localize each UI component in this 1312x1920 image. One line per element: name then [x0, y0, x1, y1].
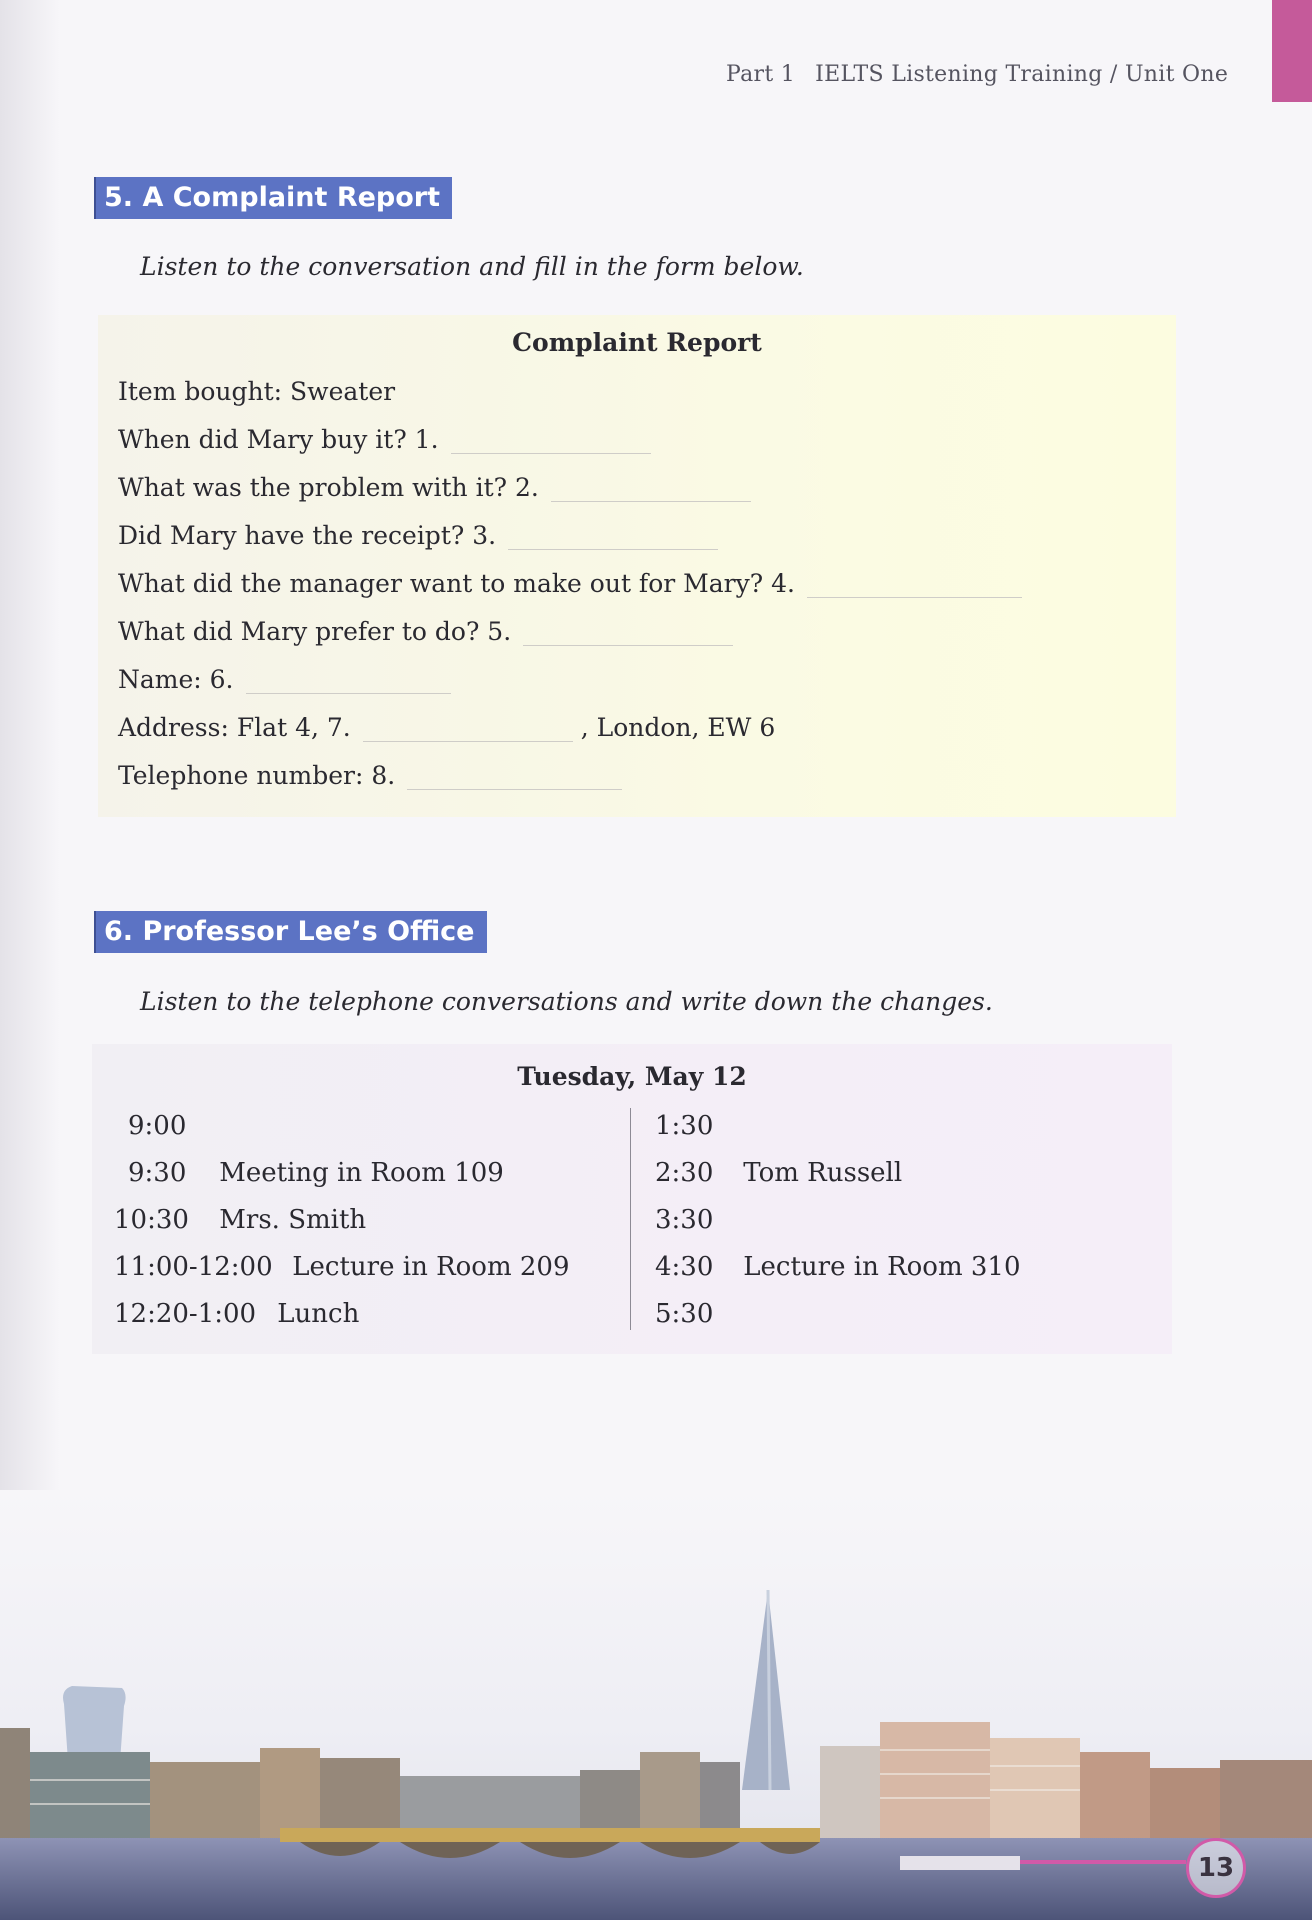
form-line-text: What was the problem with it? 2.: [118, 473, 539, 502]
schedule-event: Lecture in Room 310: [743, 1252, 1021, 1282]
form-title: Complaint Report: [512, 328, 762, 357]
schedule-time: 10:30: [114, 1205, 189, 1235]
form-line-text: Telephone number: 8.: [118, 761, 396, 790]
answer-blank-3[interactable]: [508, 525, 718, 550]
form-line-5: [118, 617, 733, 646]
schedule-time: 2:30: [655, 1158, 714, 1188]
schedule-title: Tuesday, May 12: [517, 1062, 747, 1091]
section-5-heading: 5. A Complaint Report: [94, 177, 452, 219]
schedule-time: 9:30: [128, 1158, 187, 1188]
form-line-4: [118, 569, 1022, 598]
schedule-event: Mrs. Smith: [219, 1205, 367, 1235]
schedule-row: [128, 1158, 504, 1188]
form-line-text: Name: 6.: [118, 665, 234, 694]
schedule-row: [114, 1299, 359, 1329]
form-line-8: [118, 761, 622, 790]
form-line-item-bought: [118, 377, 395, 406]
answer-blank-7[interactable]: [363, 717, 573, 742]
schedule-row: [655, 1111, 713, 1141]
form-line-text: What did Mary prefer to do? 5.: [118, 617, 512, 646]
schedule-row: [655, 1299, 713, 1329]
section-6-instruction: Listen to the telephone conversations and write down the changes.: [140, 987, 993, 1016]
form-line-1: [118, 425, 651, 454]
schedule-row: [114, 1252, 570, 1282]
form-line-text: Item bought: Sweater: [118, 377, 396, 406]
boat: [900, 1856, 1020, 1870]
schedule-event: Lecture in Room 209: [292, 1252, 570, 1282]
section-5-instruction: Listen to the conversation and fill in the form below.: [140, 252, 804, 281]
answer-blank-2[interactable]: [551, 477, 751, 502]
schedule-time: 3:30: [655, 1205, 714, 1235]
section-6-heading: 6. Professor Lee’s Office: [94, 911, 487, 953]
schedule-row: [655, 1252, 1021, 1282]
form-line-2: [118, 473, 751, 502]
schedule-time: 4:30: [655, 1252, 714, 1282]
form-line-text: Address: Flat 4, 7.: [118, 713, 351, 742]
answer-blank-4[interactable]: [807, 573, 1022, 598]
form-line-suffix: , London, EW 6: [580, 713, 776, 742]
schedule-row: [655, 1205, 713, 1235]
answer-blank-1[interactable]: [451, 429, 651, 454]
form-line-text: Did Mary have the receipt? 3.: [118, 521, 497, 550]
running-head-title: IELTS Listening Training / Unit One: [815, 62, 1229, 87]
form-line-text: When did Mary buy it? 1.: [118, 425, 439, 454]
form-line-7: [118, 713, 775, 742]
chapter-tab-marker: [1272, 0, 1312, 102]
bridge: [280, 1828, 820, 1842]
schedule-time: 5:30: [655, 1299, 714, 1329]
form-line-3: [118, 521, 718, 550]
schedule-row: [128, 1111, 186, 1141]
schedule-time: 12:20-1:00: [114, 1299, 257, 1329]
schedule-time: 9:00: [128, 1111, 187, 1141]
schedule-time: 1:30: [655, 1111, 714, 1141]
schedule-column-divider: [630, 1108, 631, 1330]
schedule-event: Lunch: [277, 1299, 360, 1329]
answer-blank-6[interactable]: [246, 669, 451, 694]
running-head-part: Part 1: [726, 62, 796, 87]
form-line-text: What did the manager want to make out for Mary? 4.: [118, 569, 795, 598]
london-skyline-illustration: [0, 1490, 1312, 1920]
schedule-row: [655, 1158, 902, 1188]
schedule-event: Tom Russell: [743, 1158, 903, 1188]
running-head: [726, 62, 1229, 87]
form-line-6: [118, 665, 451, 694]
answer-blank-8[interactable]: [407, 765, 622, 790]
schedule-time: 11:00-12:00: [114, 1252, 273, 1282]
page-number: 13: [1186, 1838, 1246, 1898]
answer-blank-5[interactable]: [523, 621, 733, 646]
schedule-row: [114, 1205, 366, 1235]
schedule-event: Meeting in Room 109: [219, 1158, 504, 1188]
